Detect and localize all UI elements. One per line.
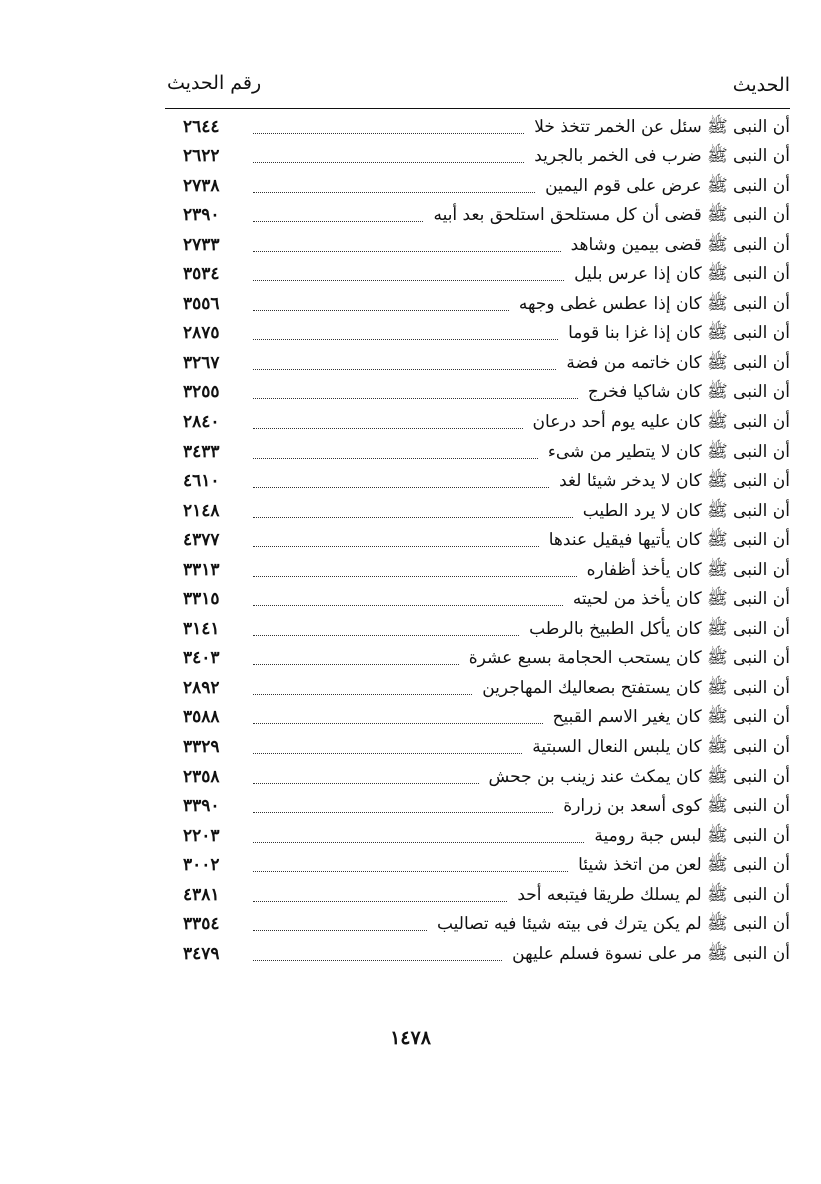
index-entry xyxy=(165,825,790,855)
dotted-leader xyxy=(253,753,522,754)
dotted-leader xyxy=(253,398,578,399)
dotted-leader xyxy=(253,310,509,311)
hadith-title: أن النبى ﷺ كان إذا عطس غطى وجهه xyxy=(518,293,790,314)
dotted-leader xyxy=(253,842,584,843)
index-entry xyxy=(165,264,790,294)
hadith-title: أن النبى ﷺ كان لا يرد الطيب xyxy=(582,500,790,521)
dotted-leader xyxy=(253,517,573,518)
dotted-leader xyxy=(253,280,564,281)
index-entry xyxy=(165,175,790,205)
index-entry xyxy=(165,234,790,264)
hadith-title: أن النبى ﷺ لبس جبة رومية xyxy=(594,825,790,846)
dotted-leader xyxy=(253,664,459,665)
dotted-leader xyxy=(253,812,553,813)
hadith-title: أن النبى ﷺ كان لا يتطير من شىء xyxy=(547,441,790,462)
hadith-column-heading: الحديث xyxy=(732,74,790,96)
hadith-number: ٣٠٠٢ xyxy=(183,855,220,876)
index-entry xyxy=(165,736,790,766)
index-entry xyxy=(165,441,790,471)
dotted-leader xyxy=(253,960,502,961)
hadith-title: أن النبى ﷺ كان يأكل الطبيخ بالرطب xyxy=(529,618,790,639)
index-entry xyxy=(165,943,790,973)
hadith-title: أن النبى ﷺ كان إذا غزا بنا قوما xyxy=(568,323,790,344)
hadith-title: أن النبى ﷺ ضرب فى الخمر بالجريد xyxy=(534,146,790,167)
hadith-title: أن النبى ﷺ كان يستحب الحجامة بسبع عشرة xyxy=(468,648,790,669)
hadith-number: ٤٣٨١ xyxy=(183,884,220,905)
index-entry xyxy=(165,884,790,914)
index-entry xyxy=(165,382,790,412)
dotted-leader xyxy=(253,901,507,902)
index-entry xyxy=(165,323,790,353)
hadith-number: ٢٧٣٣ xyxy=(183,234,220,255)
hadith-number: ٢١٤٨ xyxy=(183,500,220,521)
hadith-title: أن النبى ﷺ كان يمكث عند زينب بن جحش xyxy=(488,766,790,787)
index-entry xyxy=(165,766,790,796)
hadith-number: ٢٧٣٨ xyxy=(183,175,220,196)
dotted-leader xyxy=(253,192,535,193)
dotted-leader xyxy=(253,871,568,872)
hadith-number: ٤٦١٠ xyxy=(183,471,220,492)
dotted-leader xyxy=(253,133,524,134)
index-entry xyxy=(165,796,790,826)
dotted-leader xyxy=(253,162,524,163)
dotted-leader xyxy=(253,635,519,636)
index-entry xyxy=(165,471,790,501)
hadith-number: ٣٥٣٤ xyxy=(183,264,220,285)
page-number: ١٤٧٨ xyxy=(390,1027,431,1049)
hadith-title: أن النبى ﷺ لعن من اتخذ شيئا xyxy=(578,855,790,876)
hadith-number: ٢٨٤٠ xyxy=(183,412,220,433)
hadith-index-list xyxy=(165,116,790,973)
dotted-leader xyxy=(253,576,577,577)
dotted-leader xyxy=(253,694,472,695)
dotted-leader xyxy=(253,487,549,488)
hadith-title: أن النبى ﷺ قضى أن كل مستلحق استلحق بعد أبيه xyxy=(433,205,790,226)
hadith-number-column-heading: رقم الحديث xyxy=(167,72,262,94)
index-entry xyxy=(165,411,790,441)
dotted-leader xyxy=(253,428,523,429)
header-divider xyxy=(165,108,790,109)
hadith-title: أن النبى ﷺ عرض على قوم اليمين xyxy=(545,175,790,196)
hadith-title: أن النبى ﷺ كان لا يدخر شيئا لغد xyxy=(559,471,790,492)
dotted-leader xyxy=(253,251,561,252)
hadith-number: ٣٣٩٠ xyxy=(183,796,220,817)
index-entry xyxy=(165,530,790,560)
hadith-title: أن النبى ﷺ لم يكن يترك فى بيته شيئا فيه تصاليب xyxy=(436,914,790,935)
hadith-number: ٣٤٣٣ xyxy=(183,441,220,462)
dotted-leader xyxy=(253,546,539,547)
dotted-leader xyxy=(253,930,427,931)
hadith-title: أن النبى ﷺ كان يلبس النعال السبتية xyxy=(532,737,790,758)
dotted-leader xyxy=(253,605,563,606)
hadith-title: أن النبى ﷺ سئل عن الخمر تتخذ خلا xyxy=(534,116,790,137)
dotted-leader xyxy=(253,458,538,459)
hadith-number: ٣٣٢٩ xyxy=(183,737,220,758)
index-entry xyxy=(165,677,790,707)
hadith-number: ٣٢٦٧ xyxy=(183,352,220,373)
hadith-number: ٢٦٢٢ xyxy=(183,146,220,167)
index-entry xyxy=(165,116,790,146)
hadith-title: أن النبى ﷺ كان يأتيها فيقيل عندها xyxy=(548,530,790,551)
hadith-title: أن النبى ﷺ قضى بيمين وشاهد xyxy=(570,234,790,255)
hadith-number: ٢٢٠٣ xyxy=(183,825,220,846)
index-entry xyxy=(165,500,790,530)
hadith-title: أن النبى ﷺ كوى أسعد بن زرارة xyxy=(563,796,790,817)
dotted-leader xyxy=(253,221,423,222)
hadith-number: ٣١٤١ xyxy=(183,618,220,639)
hadith-title: أن النبى ﷺ كان إذا عرس بليل xyxy=(574,264,790,285)
index-entry xyxy=(165,648,790,678)
index-entry xyxy=(165,589,790,619)
hadith-title: أن النبى ﷺ كان شاكيا فخرج xyxy=(587,382,790,403)
index-entry xyxy=(165,293,790,323)
hadith-number: ٣٣١٣ xyxy=(183,559,220,580)
page-header xyxy=(165,72,790,102)
hadith-number: ٢٣٥٨ xyxy=(183,766,220,787)
hadith-title: أن النبى ﷺ كان خاتمه من فضة xyxy=(566,352,790,373)
hadith-number: ٣٥٨٨ xyxy=(183,707,220,728)
dotted-leader xyxy=(253,723,543,724)
hadith-number: ٣٥٥٦ xyxy=(183,293,220,314)
dotted-leader xyxy=(253,369,556,370)
index-entry xyxy=(165,914,790,944)
hadith-title: أن النبى ﷺ كان عليه يوم أحد درعان xyxy=(532,412,790,433)
dotted-leader xyxy=(253,783,479,784)
hadith-title: أن النبى ﷺ كان يأخذ من لحيته xyxy=(572,589,790,610)
dotted-leader xyxy=(253,339,558,340)
index-entry xyxy=(165,559,790,589)
hadith-number: ٣٢٥٥ xyxy=(183,382,220,403)
hadith-number: ٢٨٧٥ xyxy=(183,323,220,344)
hadith-number: ٣٣٥٤ xyxy=(183,914,220,935)
index-entry xyxy=(165,205,790,235)
hadith-title: أن النبى ﷺ مر على نسوة فسلم عليهن xyxy=(512,943,790,964)
index-entry xyxy=(165,707,790,737)
hadith-number: ٤٣٧٧ xyxy=(183,530,220,551)
hadith-title: أن النبى ﷺ لم يسلك طريقا فيتبعه أحد xyxy=(517,884,790,905)
hadith-number: ٢٦٤٤ xyxy=(183,116,220,137)
index-entry xyxy=(165,855,790,885)
hadith-number: ٢٣٩٠ xyxy=(183,205,220,226)
hadith-number: ٣٤٧٩ xyxy=(183,943,220,964)
index-entry xyxy=(165,146,790,176)
hadith-number: ٢٨٩٢ xyxy=(183,677,220,698)
index-entry xyxy=(165,352,790,382)
hadith-title: أن النبى ﷺ كان يغير الاسم القبيح xyxy=(552,707,790,728)
hadith-title: أن النبى ﷺ كان يستفتح بصعاليك المهاجرين xyxy=(482,677,790,698)
hadith-title: أن النبى ﷺ كان يأخذ أظفاره xyxy=(586,559,790,580)
hadith-number: ٣٤٠٣ xyxy=(183,648,220,669)
hadith-number: ٣٣١٥ xyxy=(183,589,220,610)
index-entry xyxy=(165,618,790,648)
